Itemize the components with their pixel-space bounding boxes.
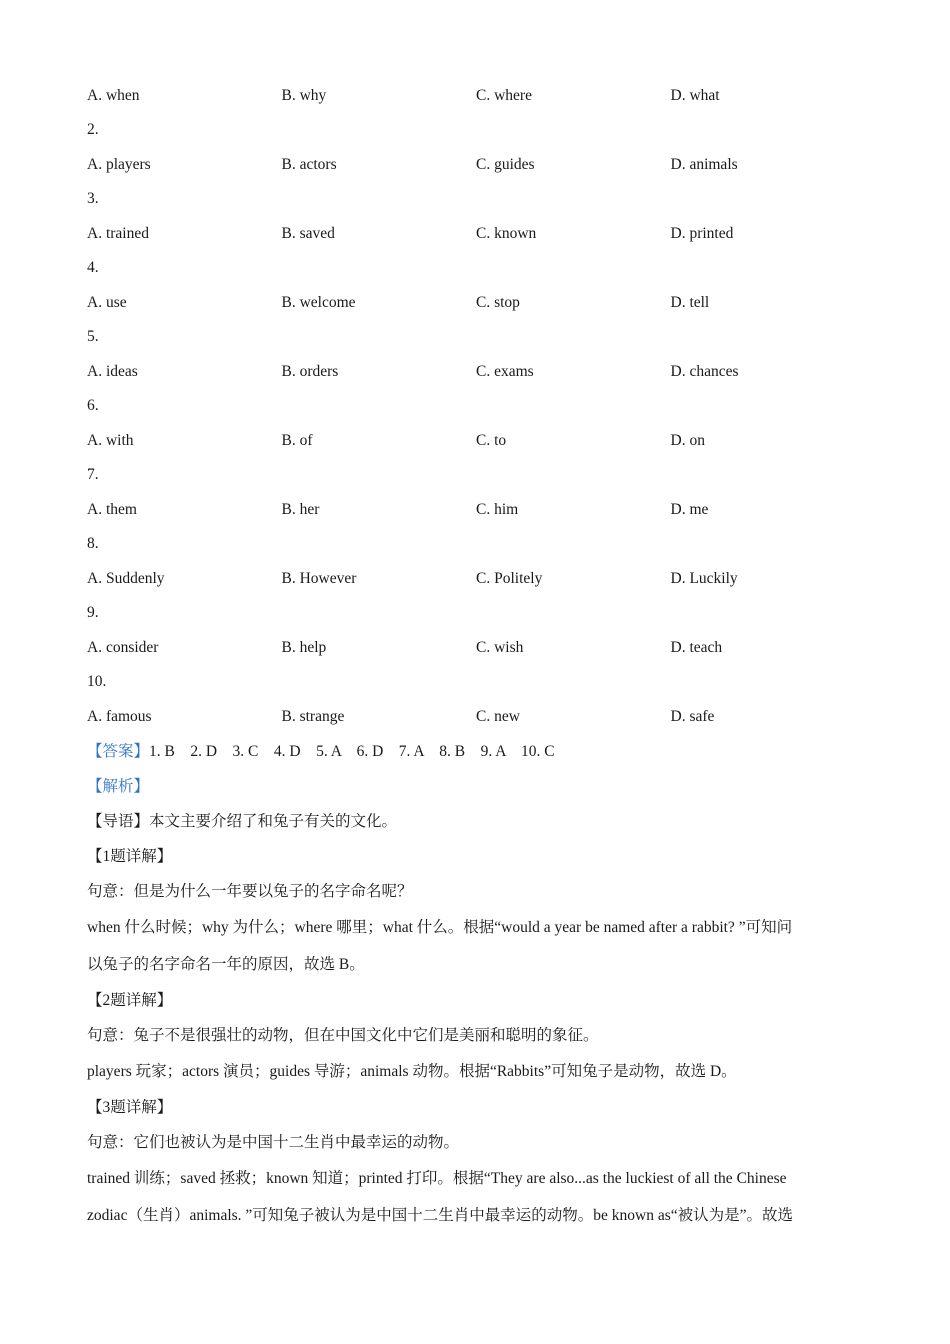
section-text-line: 以兔子的名字命名一年的原因，故选 B。	[87, 956, 365, 973]
option-row	[87, 147, 867, 182]
answer-text: 1. B 2. D 3. C 4. D 5. A 6. D 7. A 8. B 9. A 10. C	[149, 743, 555, 760]
document-page	[87, 78, 867, 1234]
option-d: D. what	[670, 86, 720, 104]
question-number: 6.	[87, 397, 99, 414]
option-row	[87, 561, 867, 596]
option-a: A. ideas	[87, 362, 138, 380]
option-a: A. Suddenly	[87, 569, 165, 587]
option-row	[87, 630, 867, 665]
option-a: A. trained	[87, 224, 149, 242]
option-row	[87, 354, 867, 389]
option-b: B. However	[281, 569, 357, 587]
option-c: C. to	[476, 431, 507, 449]
option-a: A. them	[87, 500, 137, 518]
analysis-tag: 【解析】	[87, 778, 150, 795]
question-list	[87, 78, 867, 734]
option-b: B. welcome	[281, 293, 356, 311]
option-d: D. Luckily	[670, 569, 738, 587]
question-number: 3.	[87, 190, 99, 207]
option-a: A. with	[87, 431, 134, 449]
option-d: D. teach	[670, 638, 723, 656]
option-d: D. on	[670, 431, 705, 449]
option-row	[87, 423, 867, 458]
option-b: B. actors	[281, 155, 337, 173]
section-text-line: when 什么时候；why 为什么；where 哪里；what 什么。根据“would a year be named after a rabbit? ”可知问	[87, 919, 793, 936]
option-b: B. orders	[281, 362, 339, 380]
option-c: C. known	[476, 224, 537, 242]
option-c: C. Politely	[476, 569, 543, 587]
option-c: C. where	[476, 86, 532, 104]
option-d: D. animals	[670, 155, 738, 173]
intro-line: 【导语】本文主要介绍了和兔子有关的文化。	[87, 813, 398, 830]
option-c: C. exams	[476, 362, 534, 380]
question-number: 2.	[87, 121, 99, 138]
option-row	[87, 216, 867, 251]
option-a: A. players	[87, 155, 151, 173]
question-number: 8.	[87, 535, 99, 552]
option-d: D. tell	[670, 293, 710, 311]
section-text-line: 句意：它们也被认为是中国十二生肖中最幸运的动物。	[87, 1134, 460, 1151]
option-c: C. stop	[476, 293, 520, 311]
question-number: 4.	[87, 259, 99, 276]
section-text-line: players 玩家；actors 演员；guides 导游；animals 动物。根据“Rabbits”可知兔子是动物，故选 D。	[87, 1063, 737, 1080]
option-c: C. new	[476, 707, 520, 725]
option-a: A. famous	[87, 707, 152, 725]
option-c: C. wish	[476, 638, 524, 656]
option-d: D. printed	[670, 224, 734, 242]
option-b: B. of	[281, 431, 313, 449]
question-number: 9.	[87, 604, 99, 621]
option-b: B. her	[281, 500, 320, 518]
answer-tag: 【答案】	[87, 743, 150, 760]
section-heading: 【3题详解】	[87, 1099, 173, 1116]
section-text-line: trained 训练；saved 拯救；known 知道；printed 打印。根据“They are also...as the luckiest of all the Chinese	[87, 1170, 787, 1187]
section-text-line: zodiac（生肖）animals. ”可知兔子被认为是中国十二生肖中最幸运的动物。be known as“被认为是”。故选	[87, 1207, 794, 1224]
option-d: D. chances	[670, 362, 739, 380]
section-text-line: 句意：但是为什么一年要以兔子的名字命名呢？	[87, 883, 413, 900]
option-a: A. consider	[87, 638, 159, 656]
question-number: 5.	[87, 328, 99, 345]
option-c: C. him	[476, 500, 519, 518]
option-b: B. saved	[281, 224, 335, 242]
option-b: B. help	[281, 638, 327, 656]
question-number: 10.	[87, 673, 107, 690]
section-heading: 【2题详解】	[87, 992, 173, 1009]
section-text-line: 句意：兔子不是很强壮的动物，但在中国文化中它们是美丽和聪明的象征。	[87, 1027, 599, 1044]
option-a: A. use	[87, 293, 127, 311]
answer-line	[87, 734, 867, 769]
option-b: B. why	[281, 86, 327, 104]
question-number: 7.	[87, 466, 99, 483]
option-d: D. me	[670, 500, 709, 518]
option-row	[87, 492, 867, 527]
option-row	[87, 78, 867, 113]
option-a: A. when	[87, 86, 140, 104]
option-row	[87, 285, 867, 320]
option-c: C. guides	[476, 155, 535, 173]
option-b: B. strange	[281, 707, 345, 725]
section-heading: 【1题详解】	[87, 848, 173, 865]
option-row	[87, 699, 867, 734]
option-d: D. safe	[670, 707, 715, 725]
explanation-sections	[87, 839, 867, 1234]
